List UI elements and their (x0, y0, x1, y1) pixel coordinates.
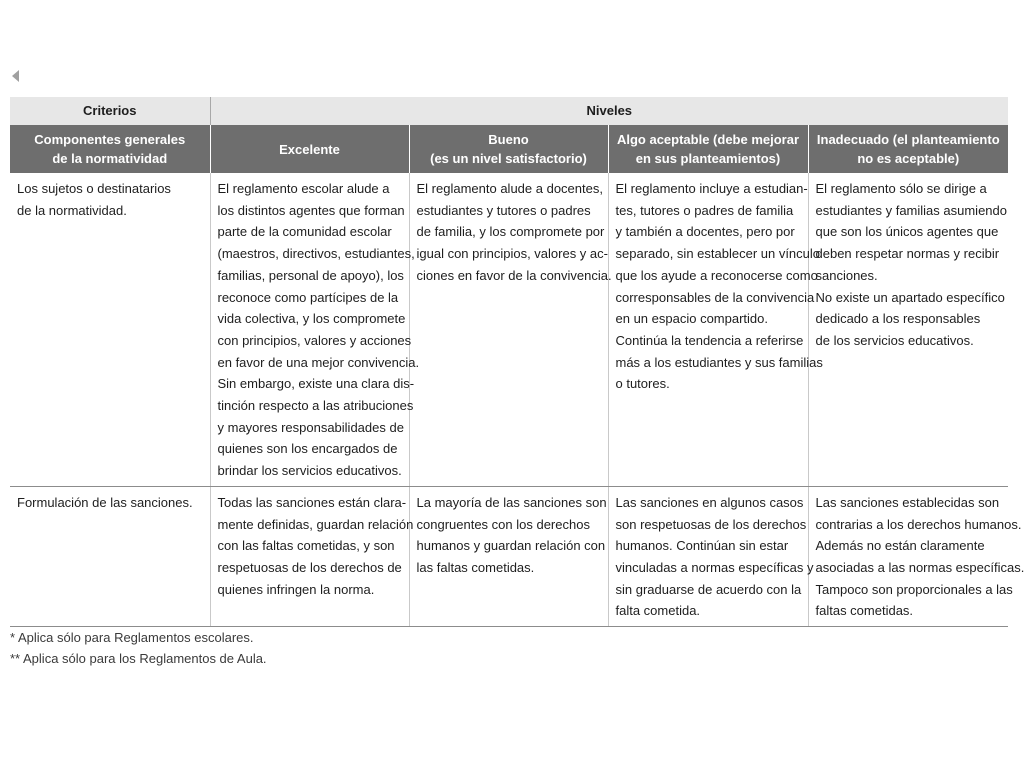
cell-text-line: de los servicios educativos. (815, 332, 974, 348)
cell-text-line: y también a docentes, pero por (615, 224, 795, 240)
header-line: Bueno (488, 132, 529, 147)
cell-text-line: en un espacio compartido. (615, 311, 768, 327)
cell-text-line: tinción respecto a las atribuciones (217, 398, 414, 414)
level-cell-bueno (409, 486, 608, 626)
column-header-algo-aceptable (608, 125, 808, 173)
header-line: de la normatividad (52, 151, 168, 166)
cell-text-line: congruentes con los derechos (416, 516, 590, 532)
level-cell-bueno (409, 173, 612, 486)
column-header-bueno (409, 125, 608, 173)
cell-text-line: estudiantes y tutores o padres (416, 202, 591, 218)
criteria-header: Criterios (10, 97, 210, 125)
cell-text-line: El reglamento escolar alude a (217, 181, 390, 196)
cell-text-line: vinculadas a normas específicas y (615, 559, 814, 575)
header-row-top (10, 97, 1008, 125)
cell-text-line: dedicado a los responsables (815, 311, 981, 327)
cell-text-line: Los sujetos o destinatarios (17, 181, 171, 196)
level-cell-inadecuado (808, 486, 1024, 626)
cell-text-line: con principios, valores y acciones (217, 332, 412, 348)
rubric-table (10, 97, 1024, 627)
level-cell-inadecuado (808, 173, 1008, 486)
cell-text-line: Tampoco son proporcionales a las (815, 581, 1013, 597)
level-cell-algo-aceptable (608, 173, 823, 486)
cell-text-line: separado, sin establecer un vínculo (615, 246, 821, 262)
header-line: no es aceptable) (857, 151, 960, 166)
footnotes (10, 627, 267, 669)
cell-text-line: parte de la comunidad escolar (217, 224, 392, 240)
cell-text-line: ciones en favor de la convivencia. (416, 267, 612, 283)
cell-text-line: reconoce como partícipes de la (217, 289, 399, 305)
footnote: ** Aplica sólo para los Reglamentos de Aula. (10, 651, 267, 666)
cell-text-line: más a los estudiantes y sus familias (615, 354, 823, 370)
cell-text-line: Las sanciones establecidas son (815, 494, 1000, 510)
column-header-excelente (210, 125, 409, 173)
cell-text-line: de la normatividad. (17, 202, 127, 218)
cell-text-line: mente definidas, guardan relación (217, 516, 414, 532)
cell-text-line: de familia, y los compromete por (416, 224, 605, 240)
cell-text-line: El reglamento incluye a estudian- (615, 181, 808, 196)
cell-text-line: familias, personal de apoyo), los (217, 267, 404, 283)
cell-text-line: son respetuosas de los derechos (615, 516, 807, 532)
cell-text-line: respetuosas de los derechos de (217, 559, 402, 575)
cell-text-line: tes, tutores o padres de familia (615, 202, 794, 218)
table-row (10, 486, 1008, 626)
cell-text-line: Las sanciones en algunos casos (615, 494, 804, 510)
level-cell-excelente (210, 486, 414, 626)
header-line: Algo aceptable (debe mejorar (616, 132, 800, 147)
cell-text-line: faltas cometidas. (815, 603, 914, 619)
cell-text-line: estudiantes y familias asumiendo (815, 202, 1007, 218)
cell-text-line: quienes son los encargados de (217, 441, 398, 457)
cell-text-line: en favor de una mejor convivencia. (217, 354, 420, 370)
cell-text-line: los distintos agentes que forman (217, 202, 405, 218)
back-arrow-icon[interactable] (12, 70, 19, 82)
cell-text-line: las faltas cometidas. (416, 559, 535, 575)
cell-text-line: vida colectiva, y los compromete (217, 311, 406, 327)
cell-text-line: humanos. Continúan sin estar (615, 538, 789, 554)
cell-text-line: contrarias a los derechos humanos. (815, 516, 1022, 532)
level-cell-excelente (210, 173, 420, 486)
cell-text-line: igual con principios, valores y ac- (416, 246, 608, 262)
footnote: * Aplica sólo para Reglamentos escolares. (10, 630, 254, 645)
cell-text-line: corresponsables de la convivencia (615, 289, 815, 305)
cell-text-line: que los ayude a reconocerse como (615, 267, 818, 283)
cell-text-line: asociadas a las normas específicas. (815, 559, 1024, 575)
cell-text-line: Sin embargo, existe una clara dis- (217, 376, 415, 392)
levels-header: Niveles (210, 97, 1008, 125)
header-line: Inadecuado (el planteamiento (816, 132, 1000, 147)
level-cell-algo-aceptable (608, 486, 814, 626)
column-header-inadecuado (808, 125, 1008, 173)
cell-text-line: quienes infringen la norma. (217, 581, 375, 597)
header-line: Excelente (279, 141, 340, 157)
criteria-cell (10, 486, 210, 626)
column-header-components (10, 125, 210, 173)
cell-text-line: sin graduarse de acuerdo con la (615, 581, 802, 597)
criteria-cell (10, 173, 210, 486)
cell-text-line: sanciones. (815, 267, 878, 283)
cell-text-line: El reglamento sólo se dirige a (815, 181, 987, 196)
cell-text-line: Continúa la tendencia a referirse (615, 332, 804, 348)
header-line: Componentes generales (34, 132, 186, 147)
cell-text-line: El reglamento alude a docentes, (416, 181, 603, 196)
rubric-body (10, 173, 1024, 627)
cell-text-line: y mayores responsabilidades de (217, 419, 404, 435)
cell-text-line: La mayoría de las sanciones son (416, 494, 607, 510)
cell-text-line: (maestros, directivos, estudiantes, (217, 246, 415, 262)
cell-text-line: deben respetar normas y recibir (815, 246, 1000, 262)
cell-text-line: No existe un apartado específico (815, 289, 1005, 305)
cell-text-line: brindar los servicios educativos. (217, 463, 402, 479)
table-row (10, 173, 1008, 486)
cell-text-line: que son los únicos agentes que (815, 224, 999, 240)
cell-text-line: humanos y guardan relación con (416, 538, 606, 554)
cell-text-line: falta cometida. (615, 603, 701, 619)
cell-text-line: Todas las sanciones están clara- (217, 494, 407, 510)
header-row-columns (10, 125, 1008, 173)
cell-text-line: o tutores. (615, 376, 670, 392)
cell-text-line: Formulación de las sanciones. (17, 494, 193, 510)
header-line: en sus planteamientos) (635, 151, 781, 166)
cell-text-line: Además no están claramente (815, 538, 985, 554)
cell-text-line: con las faltas cometidas, y son (217, 538, 395, 554)
header-line: (es un nivel satisfactorio) (430, 151, 587, 166)
